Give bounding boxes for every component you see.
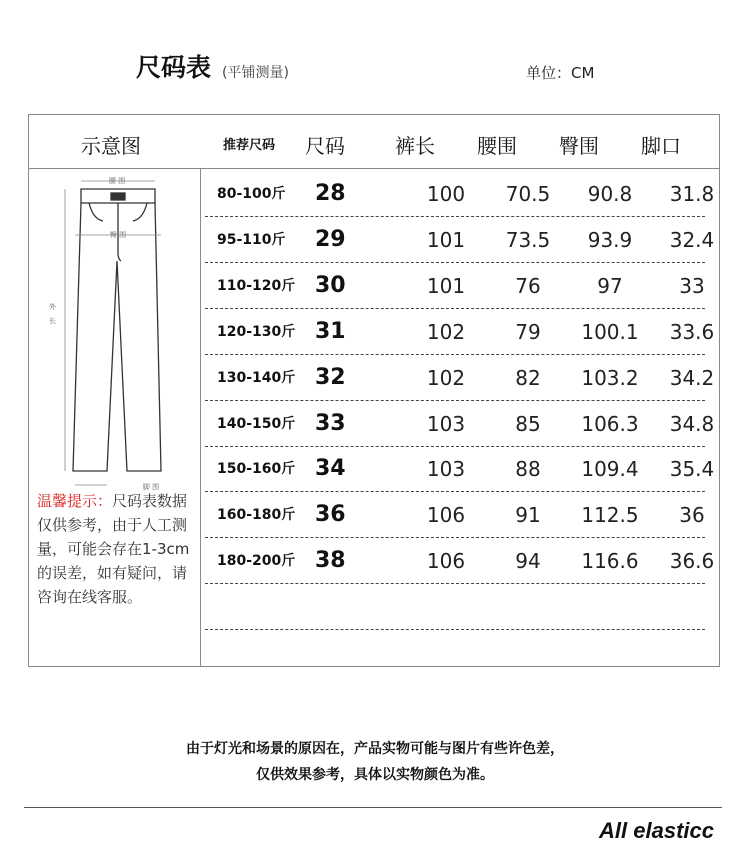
col-length: 裤长 [395,134,435,158]
tip-highlight: 温馨提示： [37,492,113,510]
size-chart-table [28,114,720,667]
length-cell: 106 [426,503,466,528]
table-row [205,492,705,538]
col-waist: 腰围 [477,134,517,158]
hip-cell: 109.4 [581,457,639,482]
table-header-row [29,115,719,169]
weight-range-cell: 180-200斤 [217,553,296,570]
waist-cell: 94 [515,549,541,574]
hem-cell: 34.2 [669,365,715,390]
waist-cell: 79 [515,319,541,344]
hem-cell: 36 [679,503,705,528]
color-note-line1: 由于灯光和场景的原因在，产品实物可能与图片有些许色差， [186,741,564,757]
pants-diagram [31,173,199,493]
waist-cell: 88 [515,457,541,482]
hip-cell: 103.2 [581,365,639,390]
weight-range-cell: 95-110斤 [217,231,286,248]
hem-mark-label: 脚 围 [142,483,160,491]
tip-body: 尺码表数据仅供参考，由于人工测量，可能会存在1-3cm的误差，如有疑问，请咨询在线客服。 [37,492,190,606]
length-cell: 101 [426,273,466,298]
weight-range-cell: 120-130斤 [217,323,296,340]
weight-range-cell: 110-120斤 [217,277,296,294]
size-cell: 36 [315,502,346,528]
table-row [205,538,715,584]
hem-cell: 32.4 [669,227,715,252]
hip-cell: 112.5 [581,503,639,528]
table-row [205,401,715,447]
size-cell: 34 [315,456,346,482]
hip-cell: 90.8 [587,182,633,206]
weight-range-cell: 140-150斤 [217,415,296,432]
table-row [205,217,715,263]
hem-cell: 35.4 [669,457,715,482]
hem-cell: 31.8 [669,182,715,206]
hip-cell: 106.3 [581,411,639,436]
empty-row [205,584,705,630]
hem-cell: 34.8 [669,411,715,436]
measure-note: (平铺测量) [222,65,289,81]
weight-range-cell: 160-180斤 [217,507,296,524]
hip-mark-label: 臀 围 [109,231,127,239]
waist-cell: 91 [515,503,541,528]
col-recommended: 推荐尺码 [223,138,276,153]
waist-cell: 85 [515,411,541,436]
footer-divider [24,807,722,808]
size-cell: 33 [315,410,346,436]
hip-cell: 93.9 [587,227,633,252]
color-note-line2: 仅供效果参考，具体以实物颜色为准。 [256,767,494,783]
size-cell: 31 [315,318,346,344]
hip-cell: 100.1 [581,319,639,344]
weight-range-cell: 130-140斤 [217,369,296,386]
col-hem: 脚口 [641,134,681,158]
table-row [205,446,715,492]
size-cell: 30 [315,272,346,298]
length-cell: 103 [426,457,466,482]
length-cell: 102 [426,319,466,344]
weight-range-cell: 80-100斤 [217,186,286,202]
table-row [205,171,715,217]
hem-cell: 33.6 [669,319,715,344]
weight-range-cell: 150-160斤 [217,461,296,478]
outseam-mark-label-2: 长 [49,317,56,325]
length-cell: 101 [426,227,466,252]
tip-text [37,489,201,609]
outseam-mark-label-1: 外 [49,303,56,311]
length-cell: 100 [426,182,466,206]
waist-cell: 70.5 [505,182,551,206]
col-diagram: 示意图 [81,134,141,158]
size-cell: 38 [315,548,346,574]
hip-cell: 97 [597,273,623,298]
size-cell: 29 [315,226,346,252]
waist-mark-label: 腰 围 [108,177,126,185]
size-cell: 32 [315,364,346,390]
length-cell: 102 [426,365,466,390]
size-cell: 28 [315,181,346,206]
page-title: 尺码表 [136,53,212,82]
table-row [205,309,715,355]
unit-label: 单位：CM [526,64,595,82]
brand-logo: All elasticc [599,818,714,843]
hem-cell: 36.6 [669,549,715,574]
length-cell: 103 [426,411,466,436]
length-cell: 106 [426,549,466,574]
hem-cell: 33 [679,273,705,298]
hip-cell: 116.6 [581,549,639,574]
col-size: 尺码 [305,134,345,158]
waist-cell: 76 [515,273,541,298]
table-row [205,263,705,309]
waist-cell: 82 [515,365,541,390]
table-row [205,355,715,401]
col-hip: 臀围 [559,134,599,158]
waist-cell: 73.5 [505,227,551,252]
